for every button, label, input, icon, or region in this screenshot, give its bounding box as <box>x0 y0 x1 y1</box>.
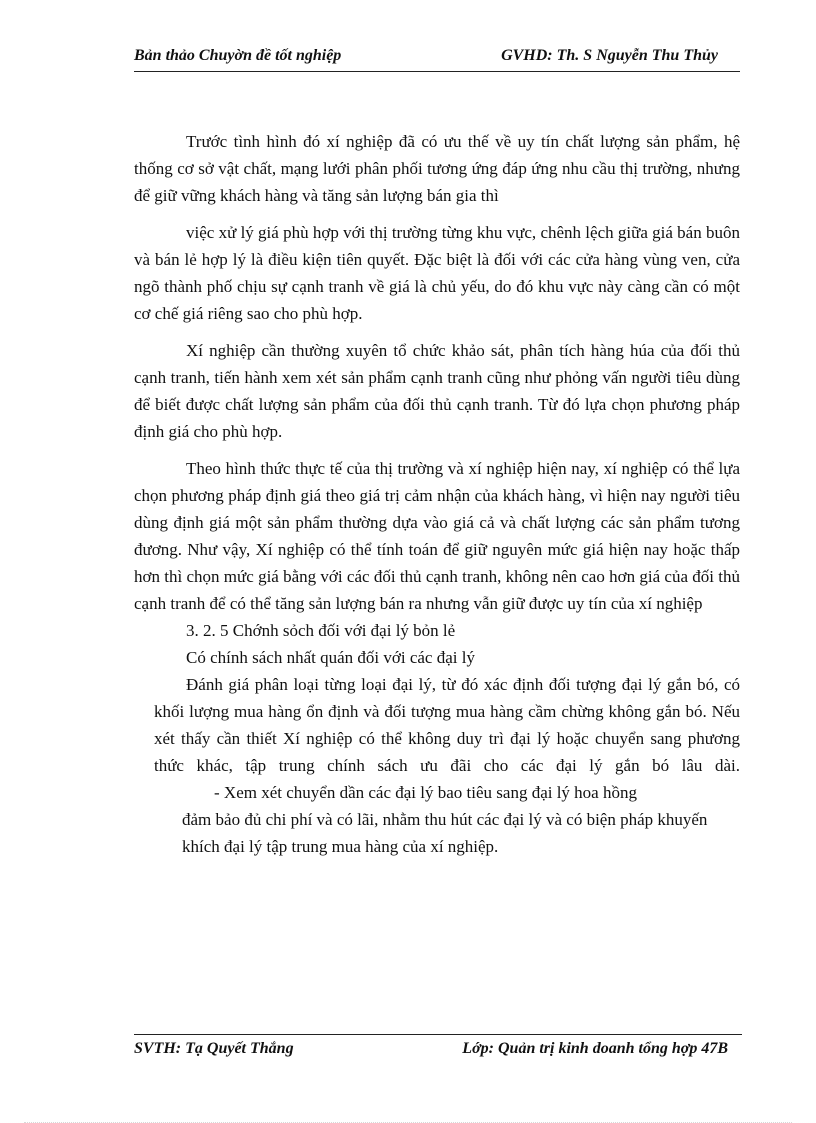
paragraph-1: Trước tình hình đó xí nghiệp đã có ưu thế về uy tín chất lượng sản phẩm, hệ thống cơ sở vật chất, mạng lưới phân phối tương ứng đáp ứng nhu cầu thị trường, nhưng để giữ vững khách hàng và tăng sản lượng bán gia thì <box>134 132 740 205</box>
document-body <box>134 128 740 860</box>
bullet-item <box>134 779 740 860</box>
subsection-heading: Có chính sách nhất quán đối với các đại lý <box>186 648 475 667</box>
footer-rule <box>134 1034 742 1035</box>
paragraph-2: việc xử lý giá phù hợp với thị trường từng khu vực, chênh lệch giữa giá bán buôn và bán lẻ hợp lý là điều kiện tiên quyết. Đặc biệt là đối với các cửa hàng vùng ven, cửa ngõ thành phố chịu sự cạnh tranh về giá là chủ yếu, do đó khu vực này càng cần có một cơ chế giá riêng sao cho phù hợp. <box>134 223 740 323</box>
header-supervisor: GVHD: Th. S Nguyễn Thu Thủy <box>501 47 718 64</box>
section-heading: 3. 2. 5 Chớnh sỏch đối với đại lý bỏn lẻ <box>186 621 456 640</box>
bullet-first-line: - Xem xét chuyển dần các đại lý bao tiêu sang đại lý hoa hồng <box>214 783 637 802</box>
paragraph-4: Theo hình thức thực tế của thị trường và xí nghiệp hiện nay, xí nghiệp có thể lựa chọn phương pháp định giá theo giá trị cảm nhận của khách hàng, vì hiện nay người tiêu dùng định giá một sản phẩm thường dựa vào giá cả và chất lượng các sản phẩm tương đương. Như vậy, Xí nghiệp có thể tính toán để giữ nguyên mức giá hiện nay hoặc thấp hơn thì chọn mức giá bằng với các đối thủ cạnh tranh, không nên cao hơn giá của đối thủ cạnh tranh để có thể tăng sản lượng bán ra nhưng vẫn giữ được uy tín của xí nghiệp <box>134 459 740 613</box>
header-document-title: Bản thảo Chuyờn đề tốt nghiệp <box>134 47 342 64</box>
bullet-continuation: đảm bảo đủ chi phí và có lãi, nhằm thu hút các đại lý và có biện pháp khuyến khích đại lý tập trung mua hàng của xí nghiệp. <box>182 810 708 856</box>
footer-student: SVTH: Tạ Quyết Thắng <box>134 1040 294 1057</box>
page-footer <box>134 1040 742 1058</box>
paragraph-5: Đánh giá phân loại từng loại đại lý, từ đó xác định đối tượng đại lý gắn bó, có khối lượng mua hàng ổn định và đối tượng mua hàng cầm chừng không gắn bó. Nếu xét thấy cần thiết Xí nghiệp có thể không duy trì đại lý hoặc chuyển sang phương thức khác, tập trung chính sách ưu đãi cho các đại lý gắn bó lâu dài. <box>154 675 740 775</box>
footer-class: Lớp: Quản trị kinh doanh tổng hợp 47B <box>462 1040 728 1057</box>
page-header <box>134 47 740 72</box>
paragraph-3: Xí nghiệp cần thường xuyên tổ chức khảo sát, phân tích hàng húa của đối thủ cạnh tranh, tiến hành xem xét sản phẩm cạnh tranh cũng như phỏng vấn người tiêu dùng để biết được chất lượng sản phẩm của đối thủ cạnh tranh. Từ đó lựa chọn phương pháp định giá cho phù hợp. <box>134 341 740 441</box>
